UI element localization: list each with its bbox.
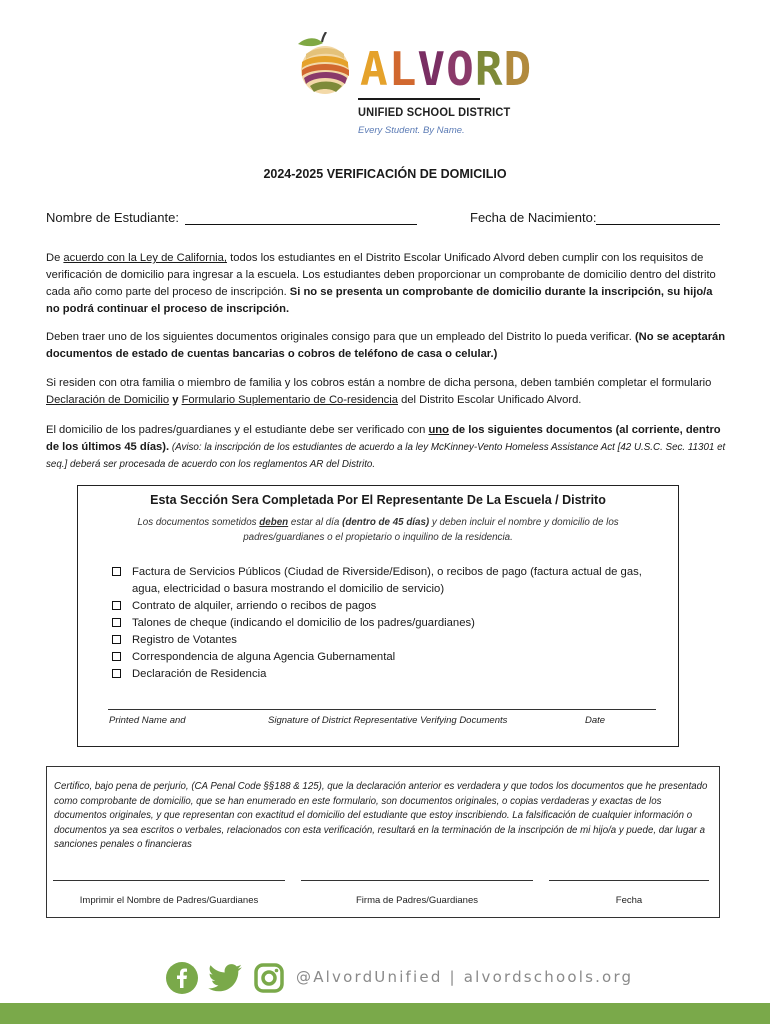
logo-district-name: UNIFIED SCHOOL DISTRICT: [358, 105, 511, 119]
student-name-label: Nombre de Estudiante:: [46, 210, 179, 225]
section-note: Los documentos sometidos deben estar al día (dentro de 45 días) y deben incluir el nombre y domicilio de los padres/guardianes o el propietario o inquilino de la residencia.: [137, 517, 619, 543]
checklist-item: Registro de Votantes: [108, 632, 658, 649]
intro-paragraph: De acuerdo con la Ley de California, todos los estudiantes en el Distrito Escolar Unificado Alvord deben cumplir con los requisitos de verificación de domicilio para ingresar a la escuela. Los estudiantes deben proporcionar un comprobante de domicilio dentro del distrito cada año como parte del proceso de inscripción. Si no se presenta un comprobante de domicilio durante la inscripción, su hijo/a no podrá continuar el proceso de inscripción.: [46, 252, 716, 315]
twitter-icon[interactable]: [208, 964, 242, 992]
verification-paragraph: El domicilio de los padres/guardianes y el estudiante debe ser verificado con uno de los siguientes documentos (al corriente, dentro de los últimos 45 días). (Aviso: la inscripción de los estudiantes de acuerdo a la ley McKinney-Vento Homeless Assistance Act [42 U.S.C. Sec. 11301 et seq.] deberá ser procesada de acuerdo con los reglamentos AR del Distrito.: [46, 424, 726, 470]
dob-label: Fecha de Nacimiento:: [470, 210, 597, 225]
facebook-icon[interactable]: [166, 962, 198, 994]
school-representative-section: [77, 485, 679, 747]
checkbox[interactable]: [112, 652, 121, 661]
checklist-item: Declaración de Residencia: [108, 666, 658, 683]
checkbox[interactable]: [112, 635, 121, 644]
formulario-suplementario-link[interactable]: Formulario Suplementario de Co-residencia: [181, 394, 398, 406]
page-title: 2024-2025 VERIFICACIÓN DE DOMICILIO: [263, 167, 507, 181]
student-name-field[interactable]: [185, 210, 417, 225]
checkbox[interactable]: [112, 618, 121, 627]
parent-date-line[interactable]: [549, 880, 709, 881]
dob-field[interactable]: [596, 210, 720, 225]
checkbox[interactable]: [112, 601, 121, 610]
checklist-item: Factura de Servicios Públicos (Ciudad de Riverside/Edison), o recibos de pago (factura actual de gas, agua, electricidad o basura mostrando el domicilio de servicio): [108, 564, 658, 598]
certification-text: Certifico, bajo pena de perjurio, (CA Penal Code §§188 & 125), que la declaración anterior es verdadera y que todos los documentos que he presentado como comprobante de domicilio, que se han enumerado en este formulario, son documentos originales, o copias verdaderas y exactas de los documentos originales, y que representan con exactitud el domicilio del estudiante que estoy inscribiendo. La falsificación de cualquier información o documentos ya sea escritos o verbales, relacionados con esta verificación, resultará en la terminación de la inscripción de mi hijo/a y puede, dar lugar a sanciones penales o financieras: [54, 781, 708, 850]
checklist-item: Contrato de alquiler, arriendo o recibos de pagos: [108, 598, 658, 615]
apple-logo-icon: [292, 32, 358, 98]
parent-signature-label: Firma de Padres/Guardianes: [356, 895, 478, 906]
district-logo: [0, 30, 770, 140]
california-law-link[interactable]: acuerdo con la Ley de California,: [63, 252, 227, 264]
parent-certification-section: [46, 766, 720, 918]
declaracion-domicilio-link[interactable]: Declaración de Domicilio: [46, 394, 170, 406]
printed-name-label: Printed Name and: [109, 715, 186, 726]
checklist-item: Correspondencia de alguna Agencia Gubernamental: [108, 649, 658, 666]
representative-signature-line[interactable]: [108, 709, 656, 710]
coresidency-paragraph: Si residen con otra familia o miembro de familia y los cobros están a nombre de dicha persona, deben también completar el formulario Declaración de Domicilio y Formulario Suplementario de Co-residencia del Distrito Escolar Unificado Alvord.: [46, 377, 712, 406]
checkbox[interactable]: [112, 567, 121, 576]
document-checklist: [108, 564, 658, 683]
footer-color-bar: [0, 1003, 770, 1024]
parent-date-label: Fecha: [615, 895, 643, 906]
checklist-item: Talones de cheque (indicando el domicilio de los padres/guardianes): [108, 615, 658, 632]
checkbox[interactable]: [112, 669, 121, 678]
instagram-icon[interactable]: [254, 963, 284, 993]
parent-signature-line[interactable]: [301, 880, 533, 881]
logo-tagline: Every Student. By Name.: [358, 125, 465, 136]
social-handle-and-website[interactable]: @AlvordUnified | alvordschools.org: [296, 968, 634, 986]
social-footer: [166, 960, 634, 1000]
parent-name-line[interactable]: [53, 880, 285, 881]
representative-signature-label: Signature of District Representative Verifying Documents: [268, 715, 508, 726]
logo-wordmark: ALVORD: [360, 42, 533, 96]
representative-date-label: Date: [585, 715, 606, 726]
logo-divider: [358, 98, 480, 100]
parent-name-label: Imprimir el Nombre de Padres/Guardianes: [79, 895, 259, 906]
section-title: Esta Sección Sera Completada Por El Representante De La Escuela / Distrito: [150, 493, 606, 507]
documents-paragraph: Deben traer uno de los siguientes documentos originales consigo para que un empleado del Distrito lo pueda verificar. (No se aceptarán documentos de estado de cuentas bancarias o cobros de teléfono de casa o celular.): [46, 331, 726, 360]
